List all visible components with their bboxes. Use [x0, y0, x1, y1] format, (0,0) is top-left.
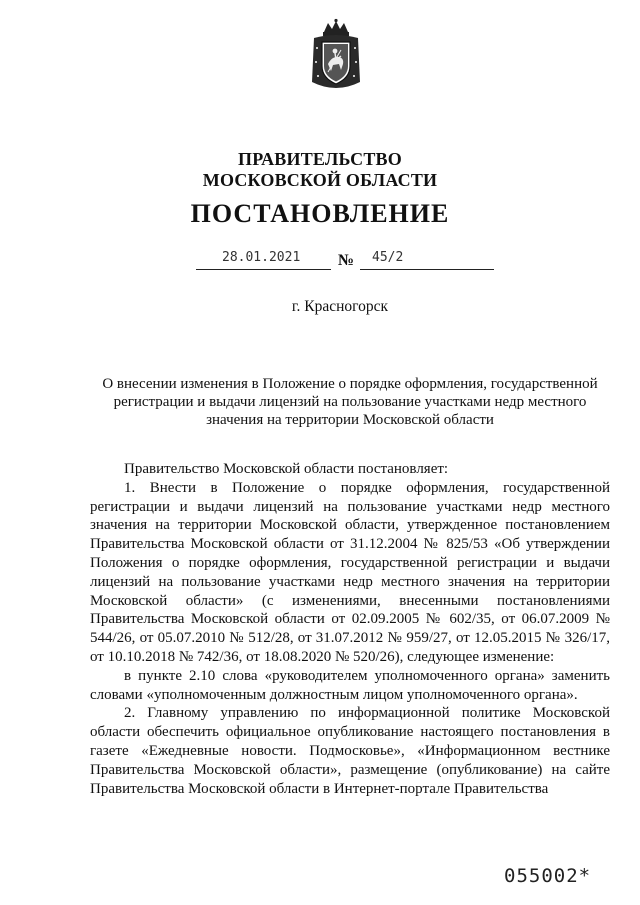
body-paragraph-amendment: в пункте 2.10 слова «руководителем уполномоченного органа» заменить словами «уполномоченным должностным лицом уполномоченного органа».	[90, 667, 610, 703]
document-subject	[90, 375, 610, 429]
document-number: 45/2	[372, 250, 404, 265]
org-name-line1: ПРАВИТЕЛЬСТВО	[238, 149, 402, 169]
coat-of-arms-icon	[306, 18, 366, 98]
date-underline	[196, 269, 331, 270]
document-body	[90, 460, 610, 798]
org-name-line2: МОСКОВСКОЙ ОБЛАСТИ	[202, 170, 438, 190]
number-underline	[360, 269, 494, 270]
body-paragraph-intro: Правительство Московской области постановляет:	[124, 461, 449, 477]
document-type-title: ПОСТАНОВЛЕНИЕ	[190, 199, 450, 228]
serial-number: 055002*	[504, 865, 592, 887]
body-paragraph-1: 1. Внести в Положение о порядке оформления, государственной регистрации и выдачи лицензий на пользование участками недр местного значения на территории Московской области, утвержденное постановлением Правительства Московской области от 31.12.2004 № 825/53 «Об утверждении Положения о порядке оформления, государственной регистрации и выдачи лицензий на пользование участками недр местного значения на территории Московской области» (с изменениями, внесенными постановлениями Правительства Московской области от 02.09.2005 № 602/35, от 06.07.2009 № 544/26, от 05.07.2010 № 512/28, от 31.07.2012 № 959/27, от 12.05.2015 № 326/17, от 10.10.2018 № 742/36, от 18.08.2020 № 520/26), следующее изменение:	[90, 479, 610, 665]
subject-line: значения на территории Московской области	[206, 412, 494, 428]
city-name: г. Красногорск	[291, 298, 389, 315]
document-date: 28.01.2021	[222, 250, 301, 265]
body-paragraph-2: 2. Главному управлению по информационной политике Московской области обеспечить официальное опубликование настоящего постановления в газете «Ежедневные новости. Подмосковье», «Информационном вестнике Правительства Московской области», размещение (опубликование) на сайте Правительства Московской области в Интернет-портале Правительства	[90, 705, 610, 797]
subject-line: регистрации и выдачи лицензий на пользование участками недр местного	[113, 394, 587, 410]
number-sign: №	[338, 252, 355, 269]
subject-line: О внесении изменения в Положение о порядке оформления, государственной	[102, 376, 598, 392]
